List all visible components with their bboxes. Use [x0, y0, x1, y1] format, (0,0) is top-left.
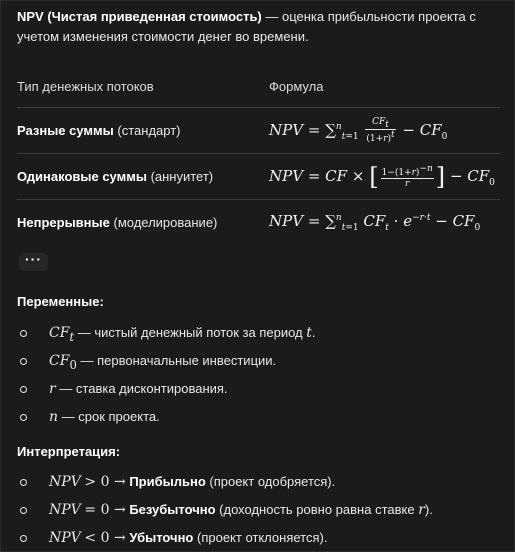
hollow-bullet-icon: [20, 414, 27, 421]
list-item: NPV = 0 → Безубыточно (доходность ровно равна ставке r).: [17, 496, 500, 524]
interpretation-list: [17, 468, 500, 552]
hollow-bullet-icon: [20, 535, 27, 542]
row-type-rest: (моделирование): [109, 214, 218, 230]
row-type-rest: (стандарт): [113, 122, 181, 138]
row-type-bold: Непрерывные: [17, 214, 110, 230]
list-item: n — срок проекта.: [17, 403, 500, 431]
table-row: [17, 154, 500, 200]
interpretation-rest: (доходность ровно равна ставке: [215, 502, 419, 518]
column-header-type: Тип денежных потоков: [17, 67, 269, 108]
interpretation-heading: Интерпретация:: [17, 443, 121, 459]
interpretation-bold: Убыточно: [129, 530, 194, 546]
variable-desc: — ставка дисконтирования.: [55, 380, 228, 396]
hollow-bullet-icon: [20, 358, 27, 365]
variable-dot: .: [311, 324, 316, 340]
table-row: [17, 200, 500, 246]
row-type-bold: Одинаковые суммы: [17, 168, 147, 184]
interpretation-bold: Прибыльно: [129, 474, 206, 490]
table-row: [17, 108, 500, 154]
variable-desc: — чистый денежный поток за период: [74, 324, 307, 340]
interpretation-tail: ).: [424, 502, 433, 518]
intro-text: — оценка прибыльности проекта с учетом изменения стоимости денег во времени.: [17, 9, 476, 44]
intro-title: NPV (Чистая приведенная стоимость): [17, 9, 262, 24]
row-type-cell: [17, 108, 269, 154]
hollow-bullet-icon: [20, 386, 27, 393]
list-item: r — ставка дисконтирования.: [17, 375, 500, 403]
formula-annuity: NPV = CF × [ $\frac{1-(1+r)^{-n}}{r}$ ] − $CF_0$: [269, 154, 500, 200]
row-type-cell: [17, 200, 269, 246]
list-item: $CF_0$ — первоначальные инвестиции.: [17, 347, 500, 375]
table-header-row: [17, 67, 500, 108]
row-type-bold: Разные суммы: [17, 122, 114, 138]
row-type-cell: [17, 154, 269, 200]
hollow-bullet-icon: [20, 479, 27, 486]
interpretation-rest: (проект одобряется).: [205, 474, 336, 490]
interpretation-rest: (проект отклоняется).: [193, 530, 328, 546]
more-options-button[interactable]: ···: [19, 253, 48, 271]
hollow-bullet-icon: [20, 330, 27, 337]
column-header-formula: Формула: [269, 67, 500, 108]
formula-standard: NPV = ∑$^n_{t=1}$ $\frac{CF_t}{(1+r)^t}$ − $CF_0$: [269, 108, 500, 154]
list-item: $CF_t$ — чистый денежный поток за период t.: [17, 319, 500, 347]
list-item: NPV < 0 → Убыточно (проект отклоняется).: [17, 524, 500, 552]
intro-paragraph: [17, 7, 500, 47]
formula-continuous: NPV = ∑$^n_{t=1}$ $CF_t \cdot e^{-r\cdot t} - CF_0$: [269, 211, 481, 233]
variables-list: [17, 319, 500, 431]
hollow-bullet-icon: [20, 507, 27, 514]
list-item: NPV > 0 → Прибыльно (проект одобряется).: [17, 468, 500, 496]
variable-desc: — срок проекта.: [58, 408, 160, 424]
variable-desc: — первоначальные инвестиции.: [76, 352, 277, 368]
row-type-rest: (аннуитет): [146, 168, 214, 184]
interpretation-bold: Безубыточно: [129, 502, 216, 518]
variables-heading: Переменные:: [17, 294, 104, 309]
chat-message: [1, 1, 514, 552]
npv-formulas-table: [17, 67, 500, 245]
